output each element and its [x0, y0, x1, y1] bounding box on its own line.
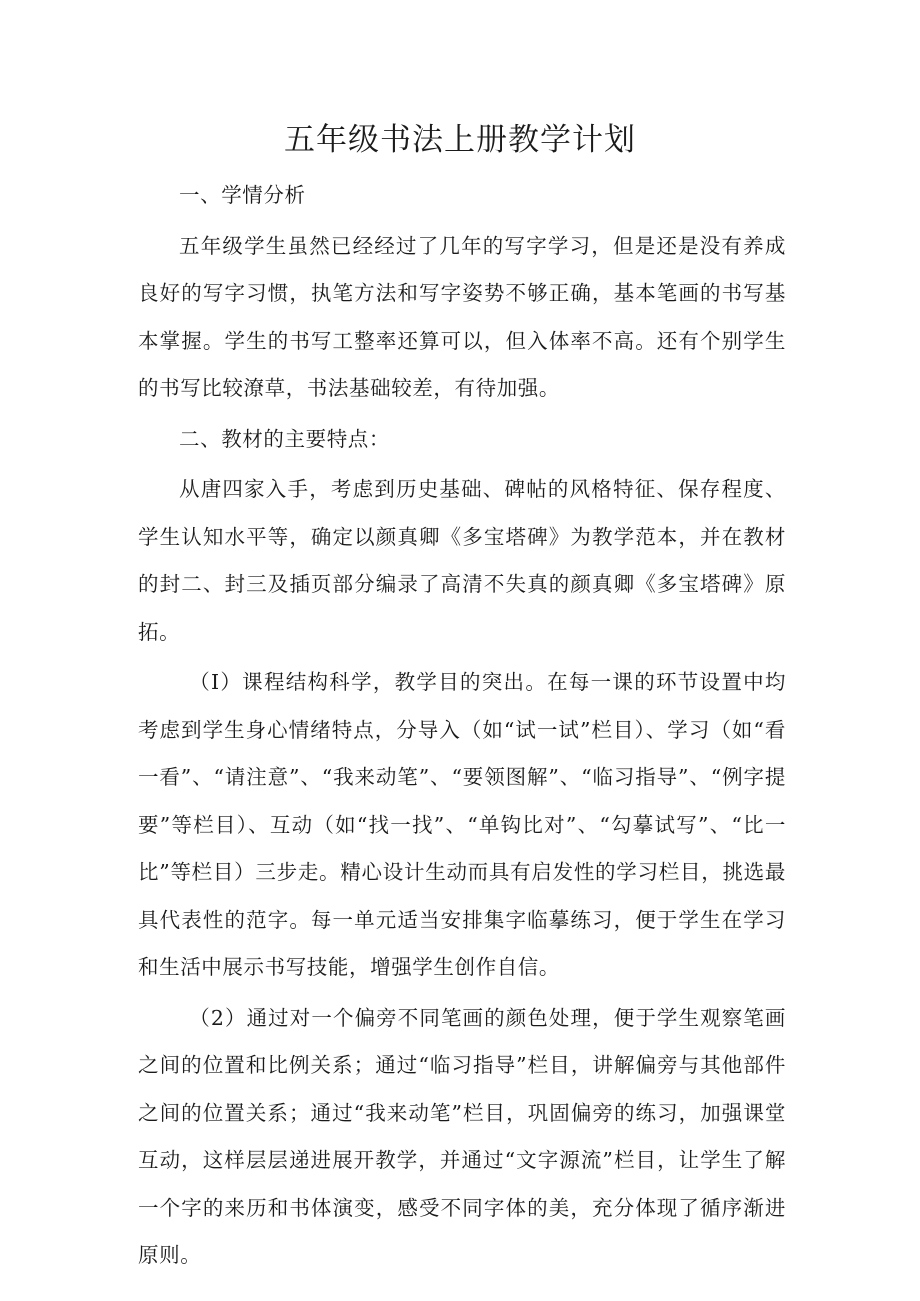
paragraph-features-intro: 从唐四家入手，考虑到历史基础、碑帖的风格特征、保存程度、学生认知水平等，确定以颜真卿《多宝塔碑》为教学范本，并在教材的封二、封三及插页部分编录了高清不失真的颜真卿《多宝塔碑》原拓。: [138, 477, 786, 644]
paragraph-features-item-2: （2）通过对一个偏旁不同笔画的颜色处理，便于学生观察笔画之间的位置和比例关系；通过“临习指导”栏目，讲解偏旁与其他部件之间的位置关系；通过“我来动笔”栏目，巩固偏旁的练习，加强课堂互动，这样层层递进展开教学，并通过“文字源流”栏目，让学生了解一个字的来历和书体演变，感受不同字体的美，充分体现了循序渐进原则。: [138, 1005, 786, 1267]
section-heading-features: 二、教材的主要特点：: [179, 426, 390, 451]
paragraph-analysis: 五年级学生虽然已经经过了几年的写字学习，但是还是没有养成良好的写字习惯，执笔方法和写字姿势不够正确，基本笔画的书写基本掌握。学生的书写工整率还算可以，但入体率不高。还有个别学生的书写比较潦草，书法基础较差，有待加强。: [138, 233, 786, 400]
document-title: 五年级书法上册教学计划: [284, 122, 636, 158]
paragraph-features-item-1: （I）课程结构科学，教学目的突出。在每一课的环节设置中均考虑到学生身心情绪特点，分导入（如“试一试”栏目）、学习（如“看一看”、“请注意”、“我来动笔”、“要领图解”、“临习指导”、“例字提要”等栏目）、互动（如“找一找”、“单钩比对”、“勾摹试写”、“比一比”等栏目）三步走。精心设计生动而具有启发性的学习栏目，挑选最具代表性的范字。每一单元适当安排集字临摹练习，便于学生在学习和生活中展示书写技能，增强学生创作自信。: [138, 670, 786, 979]
document-body: [138, 172, 786, 1280]
section-heading-analysis: 一、学情分析: [179, 183, 306, 207]
